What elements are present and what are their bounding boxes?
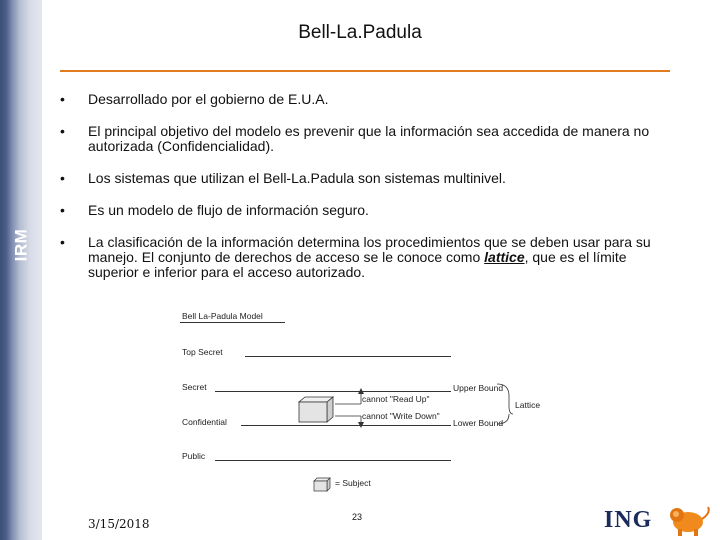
- lattice-label: Lattice: [515, 400, 541, 410]
- bullet-item: [60, 124, 660, 154]
- read-up-arrow-icon: [335, 388, 364, 404]
- lattice-emphasis: lattice: [484, 249, 525, 265]
- legend-subject-icon: [314, 478, 330, 491]
- bullet-marker: •: [60, 91, 65, 107]
- bullet-marker: •: [60, 123, 65, 139]
- bullet-text-part: , que es el límite superior e inferior para el acceso autorizado.: [88, 249, 627, 280]
- level-top-secret: Top Secret: [182, 347, 223, 357]
- upper-bound-label: Upper Bound: [453, 383, 504, 393]
- write-down-label: cannot "Write Down": [362, 411, 440, 421]
- bullet-item: [60, 235, 660, 280]
- subject-box-icon: [299, 397, 333, 422]
- bullet-item: [60, 171, 660, 186]
- bullet-list: [60, 92, 660, 280]
- level-confidential: Confidential: [182, 417, 227, 427]
- lattice-bracket-bottom: [497, 414, 509, 424]
- ing-logo: [604, 503, 714, 537]
- level-public: Public: [182, 451, 206, 461]
- sidebar-label-text: IRM: [11, 228, 31, 262]
- bullet-text-part: La clasificación de la información determina los procedimientos que se deben usar para su manejo. El conjunto de derechos de acceso se le conoce como: [88, 234, 651, 265]
- ing-logo-text: ING: [604, 507, 653, 533]
- bullet-marker: •: [60, 170, 65, 186]
- bullet-text: Es un modelo de flujo de información seguro.: [88, 202, 369, 218]
- lion-icon: [664, 503, 714, 537]
- figure-title: Bell La-Padula Model: [182, 311, 263, 321]
- bullet-text: [88, 234, 651, 280]
- lower-bound-label: Lower Bound: [453, 418, 504, 428]
- figure-graphics: [175, 306, 545, 496]
- bell-lapadula-figure: [175, 306, 545, 496]
- slide-title: Bell-La.Padula: [298, 22, 422, 43]
- sidebar-label: [6, 220, 36, 270]
- page-number: 23: [352, 512, 363, 522]
- bullet-text: Los sistemas que utilizan el Bell-La.Padula son sistemas multinivel.: [88, 170, 506, 186]
- legend-label: = Subject: [335, 478, 371, 488]
- title-divider: [60, 70, 670, 72]
- read-up-label: cannot "Read Up": [362, 394, 430, 404]
- write-down-arrow-icon: [335, 416, 364, 428]
- footer-date: 3/15/2018: [88, 517, 150, 531]
- sidebar-band: [0, 0, 42, 540]
- level-secret: Secret: [182, 382, 207, 392]
- bullet-marker: •: [60, 234, 65, 250]
- bullet-marker: •: [60, 202, 65, 218]
- bullet-text: El principal objetivo del modelo es prevenir que la información sea accedida de manera no autorizada (Confidencialidad).: [88, 123, 650, 154]
- bullet-text: Desarrollado por el gobierno de E.U.A.: [88, 91, 329, 107]
- bullet-item: [60, 92, 660, 107]
- lattice-bracket-top: [497, 384, 513, 414]
- bullet-item: [60, 203, 660, 218]
